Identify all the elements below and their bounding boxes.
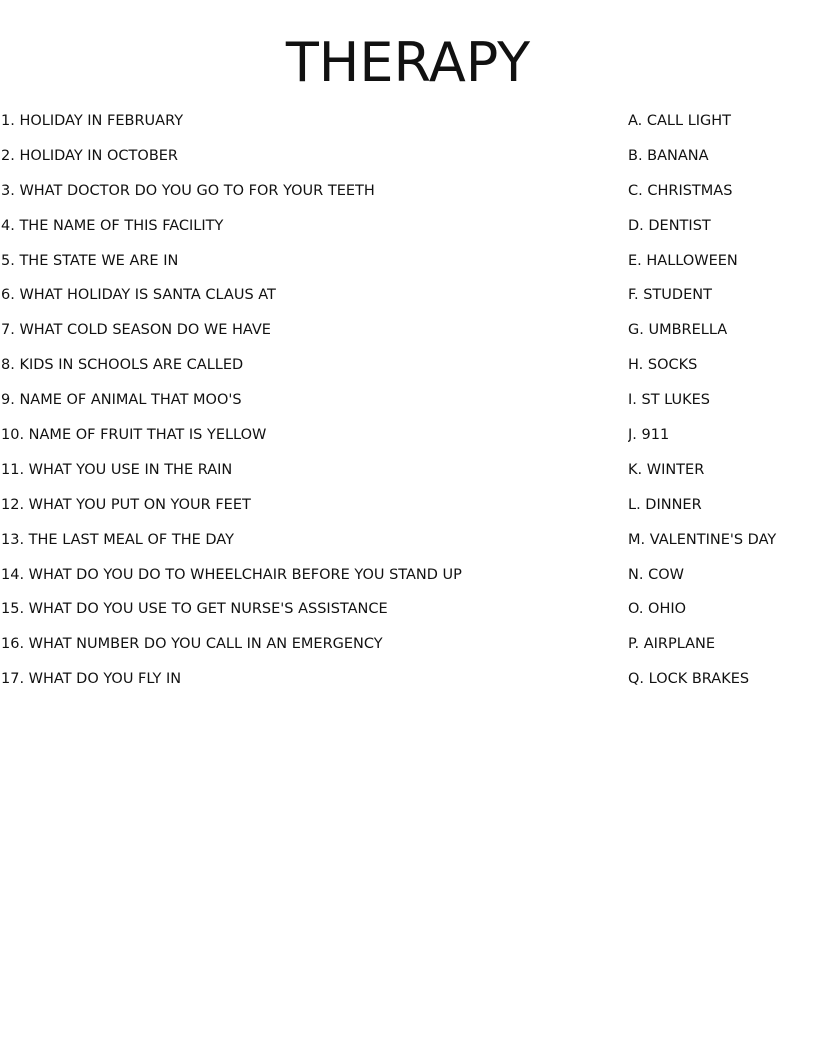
answer-item: E. HALLOWEEN — [628, 252, 738, 269]
question-item: 5. THE STATE WE ARE IN — [1, 252, 179, 269]
question-item: 17. WHAT DO YOU FLY IN — [1, 671, 182, 688]
question-item: 14. WHAT DO YOU DO TO WHEELCHAIR BEFORE YOU STAND UP — [1, 566, 462, 583]
question-item: 2. HOLIDAY IN OCTOBER — [1, 147, 179, 164]
answer-item: M. VALENTINE'S DAY — [628, 531, 777, 548]
question-item: 8. KIDS IN SCHOOLS ARE CALLED — [1, 357, 244, 374]
question-item: 4. THE NAME OF THIS FACILITY — [1, 217, 224, 234]
page-title: THERAPY — [285, 31, 531, 94]
question-item: 7. WHAT COLD SEASON DO WE HAVE — [1, 322, 271, 339]
answer-item: G. UMBRELLA — [628, 322, 728, 339]
question-item: 15. WHAT DO YOU USE TO GET NURSE'S ASSISTANCE — [1, 601, 388, 618]
question-item: 10. NAME OF FRUIT THAT IS YELLOW — [1, 427, 267, 444]
question-item: 16. WHAT NUMBER DO YOU CALL IN AN EMERGENCY — [1, 636, 383, 653]
question-item: 9. NAME OF ANIMAL THAT MOO'S — [1, 392, 242, 409]
answer-item: O. OHIO — [628, 601, 687, 618]
question-item: 1. HOLIDAY IN FEBRUARY — [1, 113, 184, 129]
question-item: 3. WHAT DOCTOR DO YOU GO TO FOR YOUR TEETH — [1, 182, 375, 199]
answer-item: A. CALL LIGHT — [628, 113, 732, 129]
answer-item: Q. LOCK BRAKES — [628, 671, 750, 688]
answer-item: P. AIRPLANE — [628, 636, 716, 653]
question-item: 11. WHAT YOU USE IN THE RAIN — [1, 461, 233, 478]
answer-item: L. DINNER — [628, 496, 702, 513]
answer-item: N. COW — [628, 566, 684, 583]
answer-item: K. WINTER — [628, 461, 705, 478]
answer-item: I. ST LUKES — [628, 392, 711, 409]
question-item: 6. WHAT HOLIDAY IS SANTA CLAUS AT — [1, 287, 276, 304]
answer-item: B. BANANA — [628, 147, 709, 164]
answer-item: F. STUDENT — [628, 287, 712, 304]
answer-item: J. 911 — [628, 427, 670, 444]
answer-item: C. CHRISTMAS — [628, 182, 733, 199]
answer-item: D. DENTIST — [628, 217, 711, 234]
question-item: 13. THE LAST MEAL OF THE DAY — [1, 531, 234, 548]
question-item: 12. WHAT YOU PUT ON YOUR FEET — [1, 496, 251, 513]
question-list — [1, 104, 601, 697]
answer-list — [628, 104, 814, 697]
answer-item: H. SOCKS — [628, 357, 698, 374]
